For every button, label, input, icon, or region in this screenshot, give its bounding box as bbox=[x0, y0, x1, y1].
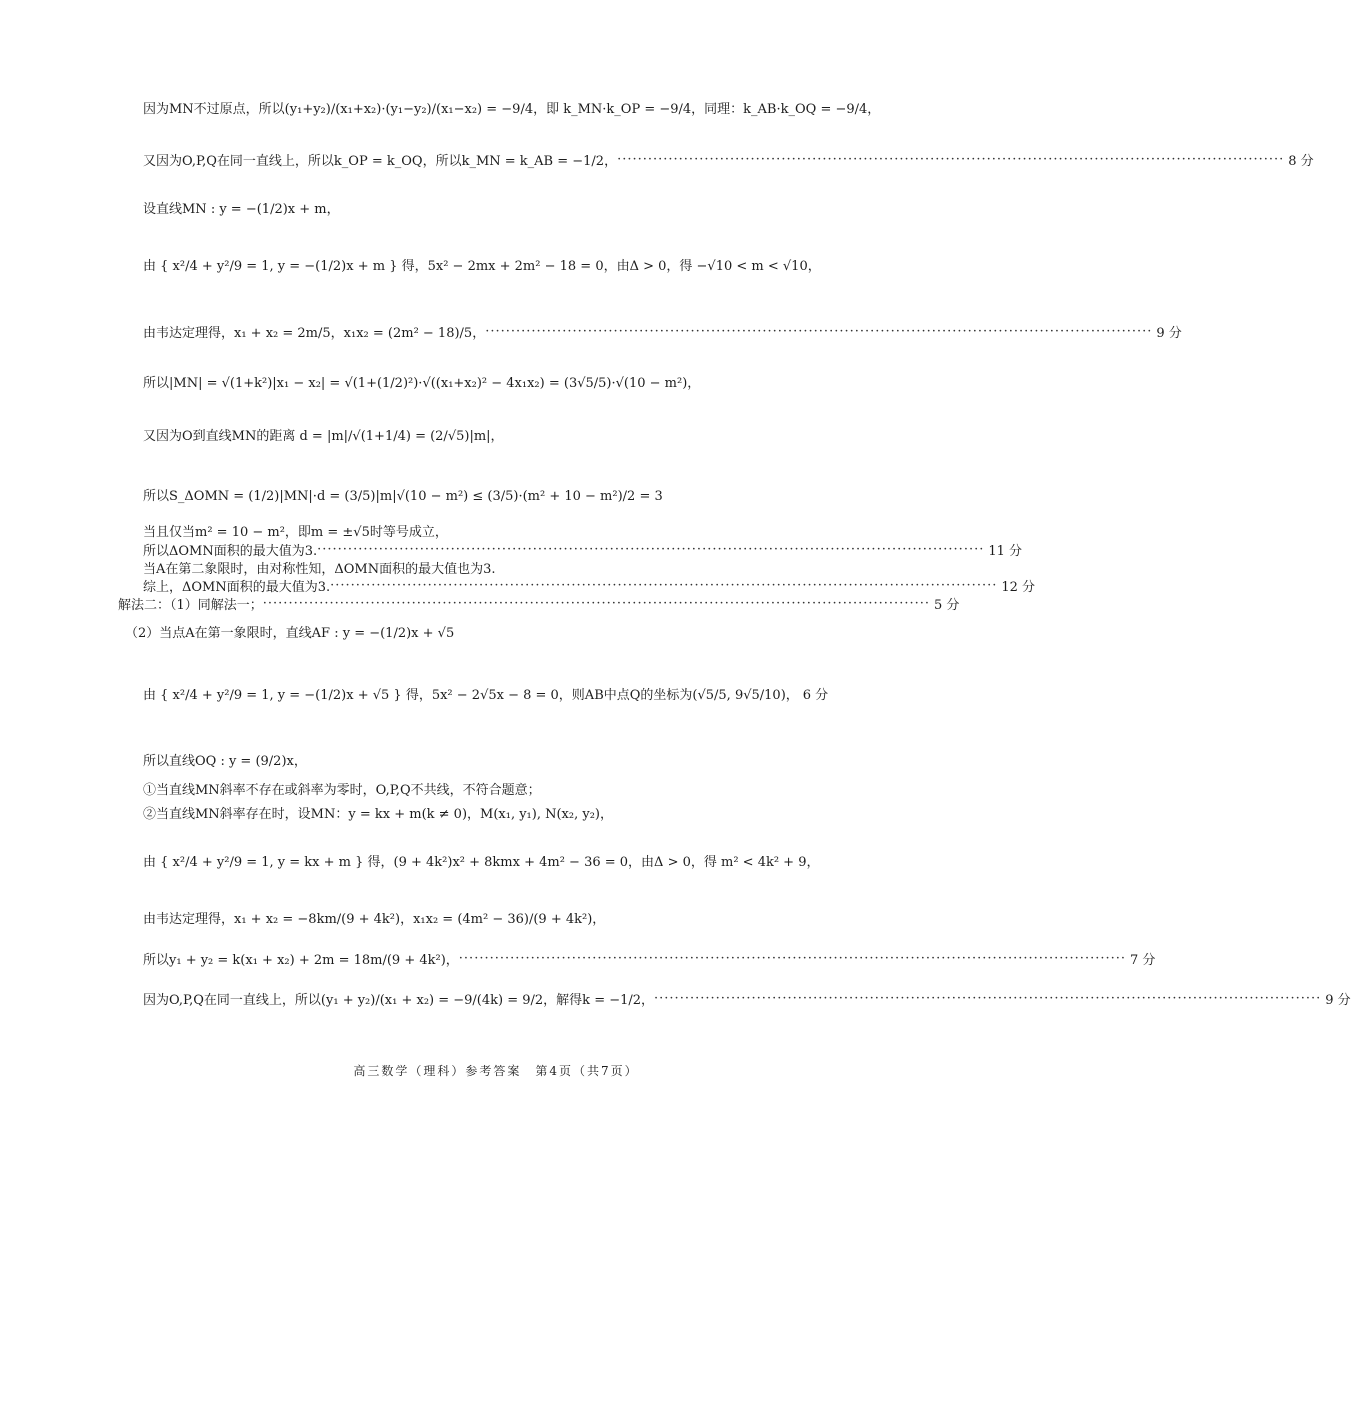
solution-line-3 bbox=[143, 198, 340, 217]
solution-line-4-text: 由 { x²/4 + y²/9 = 1, y = −(1/2)x + m } 得，5x² − 2mx + 2m² − 18 = 0，由Δ > 0，得 −√10 < m < √10， bbox=[143, 259, 821, 274]
solution-line-7 bbox=[143, 425, 504, 444]
solution-line-1 bbox=[143, 98, 880, 117]
score-9-final: 9 分 bbox=[1325, 993, 1351, 1008]
score-leader-dots: ·································································································································· bbox=[617, 152, 1285, 167]
solution-line-1-text: 因为MN不过原点，所以(y₁+y₂)/(x₁+x₂)·(y₁−y₂)/(x₁−x₂) = −9/4，即 k_MN·k_OP = −9/4，同理：k_AB·k_OQ = −9/4， bbox=[143, 102, 881, 117]
solution-line-18 bbox=[143, 803, 613, 822]
solution-line-17-text: ①当直线MN斜率不存在或斜率为零时，O,P,Q不共线，不符合题意； bbox=[143, 783, 541, 798]
solution-line-11 bbox=[143, 558, 496, 577]
solution-line-15 bbox=[143, 684, 829, 703]
score-leader-dots: ·································································································································· bbox=[262, 596, 930, 611]
solution-line-10-text: 所以ΔOMN面积的最大值为3. bbox=[143, 544, 318, 559]
solution-line-17 bbox=[143, 779, 541, 798]
solution-line-14-text: （2）当点A在第一象限时，直线AF : y = −(1/2)x + √5 bbox=[125, 626, 455, 641]
solution-line-5-text: 由韦达定理得，x₁ + x₂ = 2m/5，x₁x₂ = (2m² − 18)/5， bbox=[143, 326, 486, 341]
solution-line-16 bbox=[143, 750, 307, 769]
solution-line-2 bbox=[143, 150, 1314, 169]
solution-line-9 bbox=[143, 521, 448, 540]
solution-line-16-text: 所以直线OQ : y = (9/2)x， bbox=[143, 754, 307, 769]
score-6: 6 分 bbox=[802, 688, 829, 703]
score-5: 5 分 bbox=[933, 598, 960, 613]
solution-line-8 bbox=[143, 485, 663, 504]
score-leader-dots: ·································································································································· bbox=[317, 542, 985, 557]
score-11: 11 分 bbox=[988, 544, 1023, 559]
solution-line-9-text: 当且仅当m² = 10 − m²，即m = ±√5时等号成立， bbox=[143, 525, 448, 540]
solution-line-6 bbox=[143, 372, 700, 391]
solution-line-11-text: 当A在第二象限时，由对称性知，ΔOMN面积的最大值也为3. bbox=[143, 562, 496, 577]
solution-line-21-text: 所以y₁ + y₂ = k(x₁ + x₂) + 2m = 18m/(9 + 4k²)， bbox=[143, 953, 459, 968]
score-leader-dots: ·································································································································· bbox=[330, 578, 998, 593]
score-leader-dots: ·································································································································· bbox=[458, 951, 1126, 966]
solution-line-2-text: 又因为O,P,Q在同一直线上，所以k_OP = k_OQ，所以k_MN = k_AB = −1/2， bbox=[143, 154, 618, 169]
score-8: 8 分 bbox=[1288, 154, 1314, 169]
score-9: 9 分 bbox=[1156, 326, 1182, 341]
score-leader-dots: ·································································································································· bbox=[654, 991, 1322, 1006]
score-7: 7 分 bbox=[1130, 953, 1156, 968]
score-leader-dots: ·································································································································· bbox=[485, 324, 1153, 339]
solution-line-19-text: 由 { x²/4 + y²/9 = 1, y = kx + m } 得，(9 + 4k²)x² + 8kmx + 4m² − 36 = 0，由Δ > 0，得 m² < 4k² + 9， bbox=[143, 855, 820, 870]
solution-line-21 bbox=[143, 949, 1156, 968]
solution-line-15-text: 由 { x²/4 + y²/9 = 1, y = −(1/2)x + √5 } 得，5x² − 2√5x − 8 = 0，则AB中点Q的坐标为(√5/5, 9√5/10)， bbox=[143, 688, 799, 703]
solution-line-20-text: 由韦达定理得，x₁ + x₂ = −8km/(9 + 4k²)，x₁x₂ = (4m² − 36)/(9 + 4k²)， bbox=[143, 912, 606, 927]
solution-line-4 bbox=[143, 255, 821, 274]
solution-line-22 bbox=[143, 989, 1351, 1008]
solution-line-7-text: 又因为O到直线MN的距离 d = |m|/√(1+1/4) = (2/√5)|m|， bbox=[143, 429, 504, 444]
solution-line-3-text: 设直线MN : y = −(1/2)x + m， bbox=[143, 202, 340, 217]
solution-line-22-text: 因为O,P,Q在同一直线上，所以(y₁ + y₂)/(x₁ + x₂) = −9/(4k) = 9/2，解得k = −1/2， bbox=[143, 993, 655, 1008]
solution-line-6-text: 所以|MN| = √(1+k²)|x₁ − x₂| = √(1+(1/2)²)·√((x₁+x₂)² − 4x₁x₂) = (3√5/5)·√(10 − m²)， bbox=[143, 376, 701, 391]
solution-line-19 bbox=[143, 851, 819, 870]
solution-line-5 bbox=[143, 322, 1182, 341]
score-12: 12 分 bbox=[1001, 580, 1036, 595]
solution-line-18-text: ②当直线MN斜率存在时，设MN：y = kx + m(k ≠ 0)，M(x₁, y₁), N(x₂, y₂)， bbox=[143, 807, 613, 822]
solution-line-8-text: 所以S_ΔOMN = (1/2)|MN|·d = (3/5)|m|√(10 − m²) ≤ (3/5)·(m² + 10 − m²)/2 = 3 bbox=[143, 489, 663, 504]
solution-line-20 bbox=[143, 908, 605, 927]
solution-line-13 bbox=[118, 594, 960, 613]
solution-line-14 bbox=[125, 622, 454, 641]
solution-line-13-text: 解法二：（1）同解法一； bbox=[118, 598, 263, 613]
solution-line-12 bbox=[143, 576, 1036, 595]
page-footer: 高三数学（理科）参考答案 第4页（共7页） bbox=[353, 1064, 639, 1078]
solution-line-12-text: 综上，ΔOMN面积的最大值为3. bbox=[143, 580, 331, 595]
solution-line-10 bbox=[143, 540, 1023, 559]
